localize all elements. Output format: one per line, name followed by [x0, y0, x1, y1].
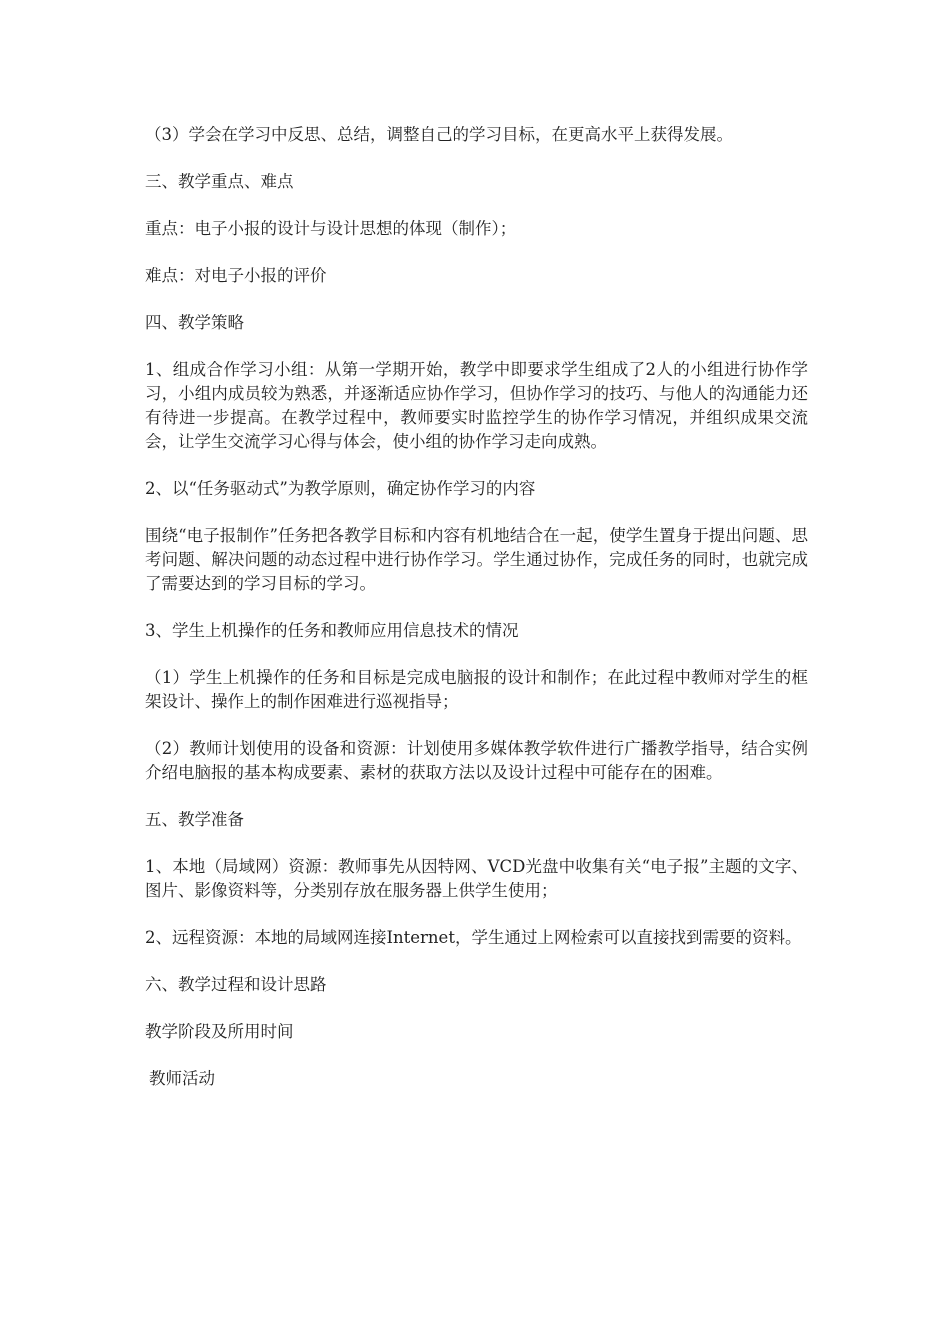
paragraph-preparation-1: 1、本地（局域网）资源：教师事先从因特网、VCD光盘中收集有关“电子报”主题的文字、图片、影像资料等，分类别存放在服务器上供学生使用； — [145, 857, 808, 900]
paragraph-teacher-activity: 教师活动 — [149, 1069, 215, 1088]
paragraph-preparation-2: 2、远程资源：本地的局域网连接Internet，学生通过上网检索可以直接找到需要的资料。 — [145, 928, 802, 947]
section-heading-key-points: 三、教学重点、难点 — [145, 172, 294, 191]
section-heading-strategy: 四、教学策略 — [145, 313, 244, 332]
paragraph-difficulty: 难点：对电子小报的评价 — [145, 266, 327, 285]
paragraph-strategy-2: 2、以“任务驱动式”为教学原则，确定协作学习的内容 — [145, 479, 536, 498]
section-heading-process: 六、教学过程和设计思路 — [145, 975, 327, 994]
paragraph-strategy-3-2: （2）教师计划使用的设备和资源：计划使用多媒体教学软件进行广播教学指导，结合实例介绍电脑报的基本构成要素、素材的获取方法以及设计过程中可能存在的困难。 — [145, 739, 808, 782]
paragraph-goal-3: （3）学会在学习中反思、总结，调整自己的学习目标，在更高水平上获得发展。 — [145, 125, 733, 144]
paragraph-strategy-2-detail: 围绕“电子报制作”任务把各教学目标和内容有机地结合在一起，使学生置身于提出问题、思考问题、解决问题的动态过程中进行协作学习。学生通过协作，完成任务的同时，也就完成了需要达到的学习目标的学习。 — [145, 526, 808, 593]
paragraph-strategy-1: 1、组成合作学习小组：从第一学期开始，教学中即要求学生组成了2人的小组进行协作学习，小组内成员较为熟悉，并逐渐适应协作学习，但协作学习的技巧、与他人的沟通能力还有待进一步提高。在教学过程中，教师要实时监控学生的协作学习情况，并组织成果交流会，让学生交流学习心得与体会，使小组的协作学习走向成熟。 — [145, 360, 808, 451]
paragraph-key-point: 重点：电子小报的设计与设计思想的体现（制作）； — [145, 219, 517, 238]
paragraph-strategy-3: 3、学生上机操作的任务和教师应用信息技术的情况 — [145, 621, 519, 640]
document-body — [145, 123, 808, 1114]
paragraph-stage-time: 教学阶段及所用时间 — [145, 1022, 294, 1041]
section-heading-preparation: 五、教学准备 — [145, 810, 244, 829]
paragraph-strategy-3-1: （1）学生上机操作的任务和目标是完成电脑报的设计和制作；在此过程中教师对学生的框架设计、操作上的制作困难进行巡视指导； — [145, 668, 808, 711]
